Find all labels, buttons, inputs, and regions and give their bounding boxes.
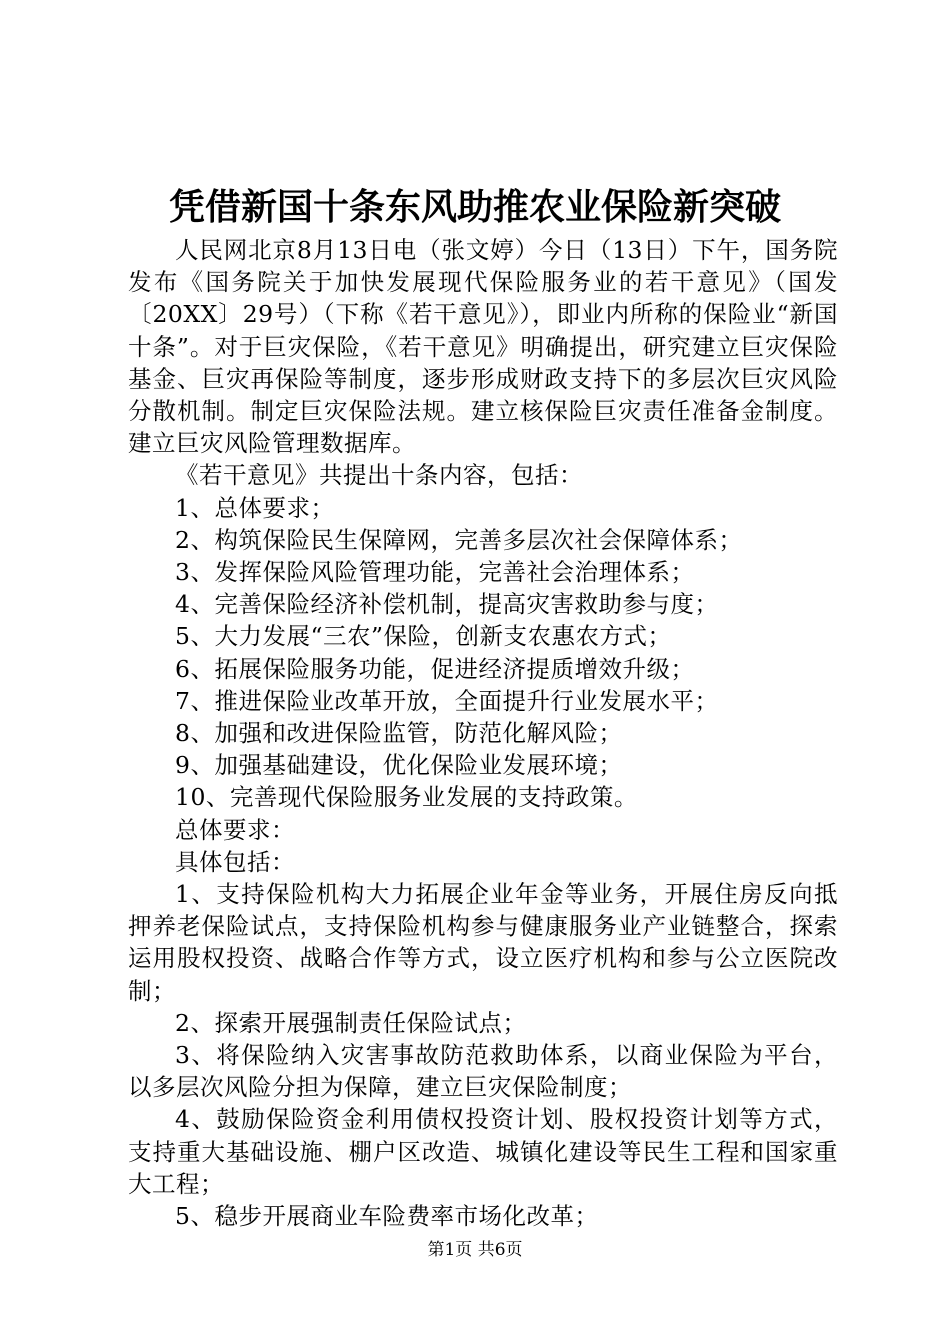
paragraph: 2、探索开展强制责任保险试点； <box>175 1008 527 1037</box>
list-item: 1、总体要求； <box>175 493 335 522</box>
paragraph: 1、支持保险机构大力拓展企业年金等业务，开展住房反向抵押养老保险试点，支持保险机构参与健康服务业产业链整合，探索运用股权投资、战略合作等方式，设立医疗机构和参与公立医院改制； <box>128 880 838 1005</box>
document-title: 凭借新国十条东风助推农业保险新突破 <box>168 186 781 228</box>
list-item: 9、加强基础建设，优化保险业发展环境； <box>175 751 623 780</box>
paragraph: 5、稳步开展商业车险费率市场化改革； <box>175 1202 599 1231</box>
section-heading: 总体要求： <box>175 815 295 844</box>
document-body <box>128 234 838 1232</box>
page-indicator: 第1页 共6页 <box>427 1240 523 1260</box>
list-item: 7、推进保险业改革开放，全面提升行业发展水平； <box>175 686 719 715</box>
list-item: 4、完善保险经济补偿机制，提高灾害救助参与度； <box>175 590 719 619</box>
list-item: 6、拓展保险服务功能，促进经济提质增效升级； <box>175 654 695 683</box>
paragraph: 《若干意见》共提出十条内容，包括： <box>175 461 583 490</box>
paragraph: 3、将保险纳入灾害事故防范救助体系，以商业保险为平台，以多层次风险分担为保障，建立巨灾保险制度； <box>128 1041 838 1102</box>
list-item: 3、发挥保险风险管理功能，完善社会治理体系； <box>175 558 695 587</box>
list-item: 5、大力发展“三农”保险，创新支农惠农方式； <box>175 622 672 651</box>
section-heading: 具体包括： <box>175 847 295 876</box>
paragraph: 人民网北京8月13日电（张文婷）今日（13日）下午，国务院发布《国务院关于加快发展现代保险服务业的若干意见》（国发〔20XX〕29号）（下称《若干意见》），即业内所称的保险业“新国十条”。对于巨灾保险，《若干意见》明确提出，研究建立巨灾保险基金、巨灾再保险等制度，逐步形成财政支持下的多层次巨灾风险分散机制。制定巨灾保险法规。建立核保险巨灾责任准备金制度。建立巨灾风险管理数据库。 <box>128 236 838 458</box>
list-item: 2、构筑保险民生保障网，完善多层次社会保障体系； <box>175 525 743 554</box>
list-item: 10、完善现代保险服务业发展的支持政策。 <box>175 783 638 812</box>
list-item: 8、加强和改进保险监管，防范化解风险； <box>175 719 623 748</box>
paragraph: 4、鼓励保险资金利用债权投资计划、股权投资计划等方式，支持重大基础设施、棚户区改造、城镇化建设等民生工程和国家重大工程； <box>128 1105 838 1198</box>
